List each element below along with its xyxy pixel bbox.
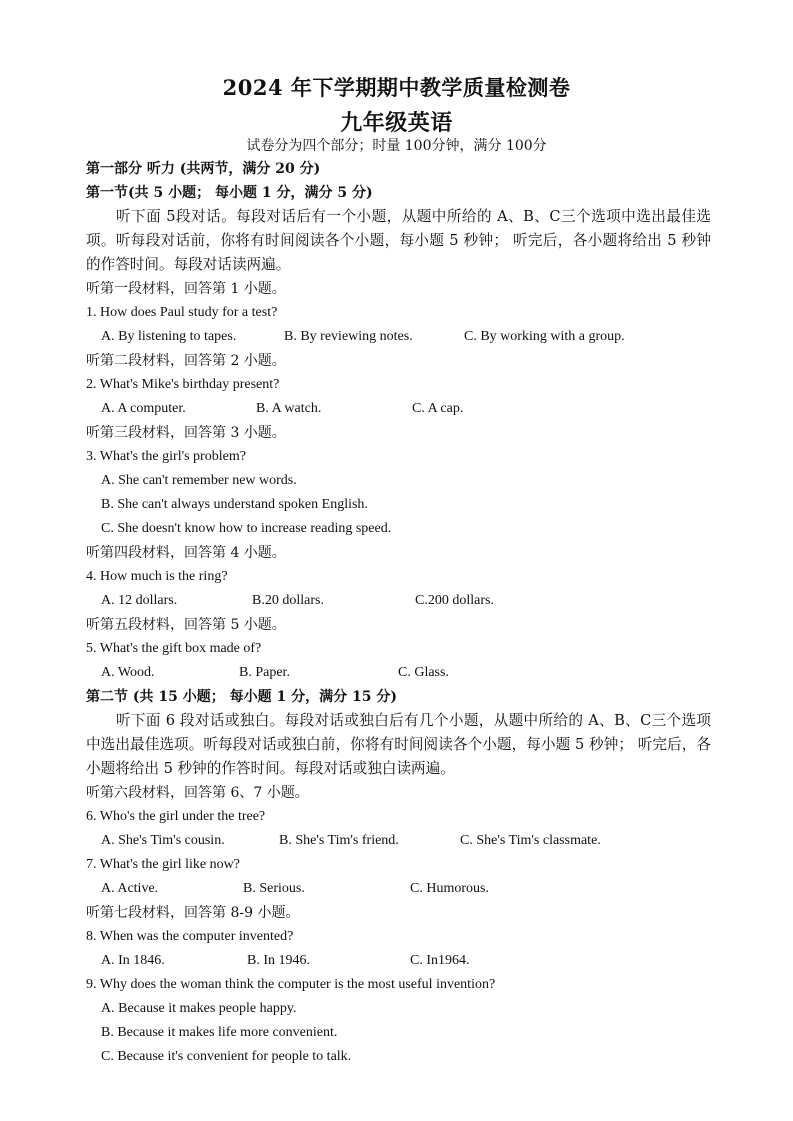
question: 4. How much is the ring? — [86, 569, 228, 584]
material-label: 听第二段材料，回答第 2 小题。 — [86, 353, 286, 369]
question: 6. Who's the girl under the tree? — [86, 809, 266, 824]
option-c: C. Humorous. — [410, 881, 489, 896]
options-row — [86, 877, 711, 901]
section-heading: 第二节 (共 15 小题； 每小题 1 分，满分 15 分) — [86, 689, 397, 705]
exam-subtitle: 九年级英语 — [340, 110, 453, 136]
material-label: 听第一段材料，回答第 1 小题。 — [86, 281, 286, 297]
question: 3. What's the girl's problem? — [86, 449, 246, 464]
question: 8. When was the computer invented? — [86, 929, 294, 944]
options-row — [86, 589, 711, 613]
options-row — [86, 949, 711, 973]
question: 9. Why does the woman think the computer is the most useful invention? — [86, 977, 496, 992]
option-c: C. In1964. — [410, 953, 470, 968]
option-b: B.20 dollars. — [252, 593, 324, 608]
exam-title: 2024 年下学期期中教学质量检测卷 — [222, 75, 571, 100]
material-label: 听第三段材料，回答第 3 小题。 — [86, 425, 286, 441]
option-a: A. She's Tim's cousin. — [101, 833, 225, 848]
option-a: A. She can't remember new words. — [101, 473, 297, 488]
option-c: C. A cap. — [412, 401, 464, 416]
option-c: C. Because it's convenient for people to talk. — [101, 1049, 352, 1064]
option-b: B. Paper. — [239, 665, 290, 680]
section-instructions: 听下面 5段对话。每段对话后有一个小题，从题中所给的 A、B、C三个选项中选出最佳选项。听每段对话前，你将有时间阅读各个小题，每小题 5 秒钟； 听完后，各小题将给出 5 秒钟的作答时间。每段对话读两遍。 — [86, 208, 711, 273]
option-b: B. Serious. — [243, 881, 305, 896]
part-heading: 第一部分 听力 (共两节，满分 20 分) — [86, 161, 321, 177]
option-c: C. By working with a group. — [464, 329, 625, 344]
question: 5. What's the gift box made of? — [86, 641, 262, 656]
exam-info: 试卷分为四个部分；时量 100分钟，满分 100分 — [246, 138, 547, 154]
section-instructions: 听下面 6 段对话或独白。每段对话或独白后有几个小题，从题中所给的 A、B、C三个选项中选出最佳选项。听每段对话或独白前，你将有时间阅读各个小题，每小题 5 秒钟； 听完后，各小题将给出 5 秒钟的作答时间。每段对话或独白读两遍。 — [86, 712, 711, 777]
question: 1. How does Paul study for a test? — [86, 305, 278, 320]
option-b: B. She's Tim's friend. — [279, 833, 399, 848]
question: 7. What's the girl like now? — [86, 857, 240, 872]
option-b: B. She can't always understand spoken English. — [101, 497, 368, 512]
option-b: B. A watch. — [256, 401, 322, 416]
option-c: C. She doesn't know how to increase reading speed. — [101, 521, 392, 536]
option-b: B. Because it makes life more convenient. — [101, 1025, 338, 1040]
option-c: C. Glass. — [398, 665, 449, 680]
material-label: 听第四段材料，回答第 4 小题。 — [86, 545, 286, 561]
options-row — [86, 829, 711, 853]
material-label: 听第五段材料，回答第 5 小题。 — [86, 617, 286, 633]
option-b: B. By reviewing notes. — [284, 329, 413, 344]
option-a: A. Wood. — [101, 665, 155, 680]
question: 2. What's Mike's birthday present? — [86, 377, 280, 392]
material-label: 听第六段材料，回答第 6、7 小题。 — [86, 785, 309, 801]
option-c: C. She's Tim's classmate. — [460, 833, 601, 848]
option-a: A. Because it makes people happy. — [101, 1001, 297, 1016]
option-b: B. In 1946. — [247, 953, 310, 968]
option-a: A. By listening to tapes. — [101, 329, 237, 344]
material-label: 听第七段材料，回答第 8-9 小题。 — [86, 905, 300, 921]
exam-content — [86, 157, 711, 1069]
option-a: A. Active. — [101, 881, 159, 896]
options-row — [86, 325, 711, 349]
options-row — [86, 661, 711, 685]
section-heading: 第一节(共 5 小题； 每小题 1 分，满分 5 分) — [86, 185, 373, 201]
option-c: C.200 dollars. — [415, 593, 494, 608]
option-a: A. A computer. — [101, 401, 186, 416]
option-a: A. 12 dollars. — [101, 593, 178, 608]
option-a: A. In 1846. — [101, 953, 165, 968]
options-row — [86, 397, 711, 421]
